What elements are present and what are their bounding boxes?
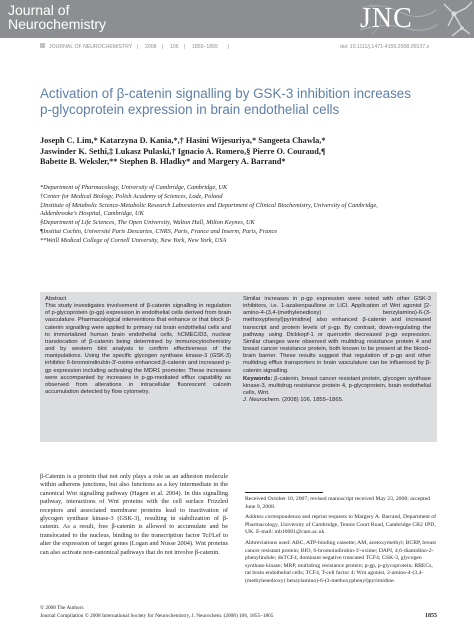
affiliation-list xyxy=(40,184,440,246)
info-volume: 106 xyxy=(170,44,179,50)
abstract-heading: Abstract xyxy=(45,296,67,302)
author-line: Joseph C. Lim,* Katarzyna D. Kania,*,† Hasini Wijesuriya,* Sangeeta Chawla,* xyxy=(40,136,326,145)
citation-block xyxy=(243,397,431,404)
keywords-text: β-catenin, breast cancer resistant protein, glycogen synthase kinase-3, multidrug resistance protein 4, p-glycoprotein, brain endothelial cells, Wnt. xyxy=(243,375,431,397)
affiliation: **Weill Medical College of Cornell University, New York, New York, USA xyxy=(40,236,227,244)
abstract-text-continued: Similar increases in p-gp expression were noted with other GSK-3 inhibitors, i.e. 1-azakenpaullone or LiCl. Application of Wnt agonist [2-amino-4-(3,4-(methylenedioxy) benzylamino)-6-(3-methoxyphenyl)pyrimidine] also enhanced β-catenin and increased transcript and protein levels of p-gp. By contrast, down-regulating the pathway using Dickkopf-1 or quercetin decreased p-gp expression. Similar changes were observed with multidrug resistance protein 4 and breast cancer resistance protein, both known to be present at the blood–brain barrier. These results suggest that regulation of p-gp and other multidrug efflux transporters in brain vasculature can be influenced by β-catenin signalling. xyxy=(243,296,431,374)
affiliation: †Center for Medical Biology, Polish Academy of Sciences, Lodz, Poland xyxy=(40,192,223,200)
received-dates: Received October 10, 2007; revised manuscript received May 23, 2008; accepted June 9, 2008. xyxy=(245,496,431,510)
author-line: Babette B. Weksler,** Stephen B. Hladky* and Margery A. Barrand* xyxy=(40,157,286,166)
journal-title-line1: Journal of xyxy=(8,2,70,18)
info-doi: doi: 10.1111/j.1471-4159.2008.05537.x xyxy=(340,44,430,50)
abstract-left-column xyxy=(45,296,231,396)
info-separator-3: | xyxy=(184,44,186,50)
neuron-ornament-icon xyxy=(440,0,474,38)
info-separator-1: | xyxy=(137,44,139,50)
journal-banner xyxy=(0,0,474,38)
compilation-line: Journal Compilation © 2008 International Society for Neurochemistry, J. Neurochem. (2008) 106, 1855–1865 xyxy=(40,613,274,619)
keywords-block xyxy=(243,376,431,397)
journal-title xyxy=(8,3,106,31)
jnc-logo xyxy=(360,4,438,34)
citation-journal: J. Neurochem. xyxy=(243,397,281,404)
bullet-icon xyxy=(40,43,45,48)
citation-details: (2008) 106, 1855–1865. xyxy=(280,397,344,404)
journal-title-line2: Neurochemistry xyxy=(8,16,107,32)
journal-info-bar xyxy=(0,42,474,53)
article-title-line2: p-glycoprotein expression in brain endothelial cells xyxy=(40,102,340,117)
page-footer xyxy=(40,604,437,620)
abstract-right-column xyxy=(243,296,431,404)
keywords-label: Keywords: xyxy=(243,375,273,382)
affiliation: *Department of Pharmacology, University of Cambridge, Cambridge, UK xyxy=(40,184,228,191)
correspondence-address: Address correspondence and reprint requests to Margery A. Barrand, Department of Pharmacology, University of Cambridge, Tennis Court Road, Cambridge CB2 1PD, UK. E-mail: mb10001@cam.ac.uk xyxy=(245,514,436,536)
abstract-text: This study investigates involvement of β-catenin signalling in regulation of p-glycoprotein (p-gp) expression in endothelial cells derived from brain vasculature. Pharmacological interventions that enhance or that block β-catenin signalling were applied to primary rat brain endothelial cells and to immortalized human brain endothelial cells, hCMEC/D3, nuclear translocation of β-catenin being determined by immunocytochemistry and by western blot analysis to confirm effectiveness of the manipulations. Using the specific glycogen synthase kinase-3 (GSK-3) inhibitor 6-bromoindirubin-3'-oxime enhanced β-catenin and increased p-gp expression including activating the MDR1 promoter. These increases were accompanied by increases in p-gp-mediated efflux capability as observed from alterations in intracellular fluorescent calcein accumulation detected by flow cytometry. xyxy=(45,303,231,396)
abstract-box xyxy=(40,292,437,442)
info-pages: 1855–1865 xyxy=(192,44,218,50)
divider xyxy=(245,492,323,493)
copyright-line: © 2008 The Authors xyxy=(40,605,84,611)
author-list xyxy=(40,136,440,168)
abbreviations: Abbreviations used: ABC, ATP-binding cassette; AM, acetoxymethyl; BCRP, breast cancer resistant protein; BIO, 6-bromoindirubin-3'-oxime; DAPI, 4,6-diamidino-2-phenylindole; dnTCF4, dominant negative truncated TCF4; GSK-3, glycogen synthase kinase; MRP, multidrug resistance protein; p-gp, p-glycoprotein; RBECs, rat brain endothelial cells; TCF4, T-cell factor 4; Wnt agonist, 2-amino-4-(3,4-(methylenedioxy) benzylamino)-6-(3-methoxyphenyl)pyrimidine. xyxy=(245,539,436,584)
article-title xyxy=(40,86,440,118)
info-journal: JOURNAL OF NEUROCHEMISTRY xyxy=(49,44,133,50)
affiliation: Addenbrooke's Hospital, Cambridge, UK xyxy=(40,210,144,218)
author-line: Jaswinder K. Sethi,‡ Lukasz Pulaski,† Ignacio A. Romero,§ Pierre O. Couraud,¶ xyxy=(40,146,326,156)
article-notes xyxy=(245,496,437,589)
affiliation: ‡Institute of Metabolic Science-Metabolic Research Laboratories and Department of Clinical Biochemistry, University of Cambridge, xyxy=(40,201,378,209)
affiliation: §Department of Life Sciences, The Open University, Walton Hall, Milton Keynes, UK xyxy=(40,219,255,227)
body-paragraph: β-Catenin is a protein that not only plays a role as an adhesion molecule within adherens junctions, but also functions as a key intermediate in the canonical Wnt signalling pathway (Hagen et al. 2004). In this signalling pathway, interactions of Wnt proteins with the cell surface Frizzled receptors and associated membrane proteins lead to inactivation of glycogen synthase kinase-3 (GSK-3), resulting in stabilization of β-catenin. As a result, free β-catenin is allowed to accumulate and be translocated to the nucleus, binding to the transcription factor Tcf/Lef to alter the expression of target genes (Logan and Nusse 2004). Wnt proteins can also activate non-canonical pathways that do not involve β-catenin. xyxy=(40,473,228,556)
info-year: 2008 xyxy=(145,44,157,50)
affiliation: ¶Institut Cochin, Université Paris Descartes, CNRS, Paris, France and Inserm, Paris, France xyxy=(40,227,278,235)
page-number: 1855 xyxy=(425,613,437,619)
article-title-line1: Activation of β-catenin signalling by GSK-3 inhibition increases xyxy=(40,86,411,101)
logo-text: JNC xyxy=(360,3,413,34)
info-separator-2: | xyxy=(162,44,164,50)
body-text-column xyxy=(40,473,228,557)
info-separator-4: | xyxy=(228,44,230,50)
